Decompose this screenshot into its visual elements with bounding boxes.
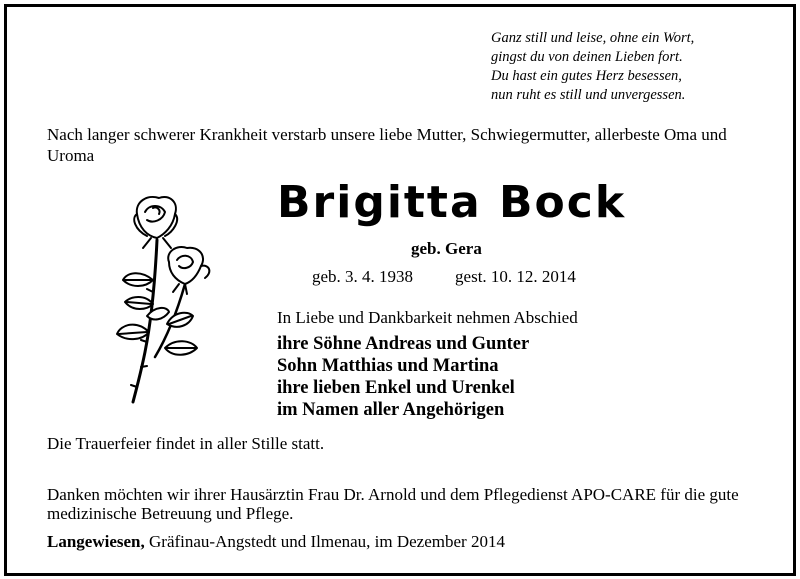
place-rest: Gräfinau-Angstedt und Ilmenau, im Dezember 2014 xyxy=(144,532,505,551)
death-date: gest. 10. 12. 2014 xyxy=(455,267,576,286)
obituary-frame xyxy=(4,4,796,576)
funeral-note: Die Trauerfeier findet in aller Stille statt. xyxy=(47,434,325,453)
poem-line: gingst du von deinen Lieben fort. xyxy=(491,49,683,65)
farewell-intro: In Liebe und Dankbarkeit nehmen Abschied xyxy=(277,308,578,327)
birth-name: geb. Gera xyxy=(411,239,482,258)
intro-text: Nach langer schwerer Krankheit verstarb unsere liebe Mutter, Schwiegermutter, allerbeste Oma und Uroma xyxy=(47,125,727,165)
mourner-line: ihre lieben Enkel und Urenkel xyxy=(277,378,515,398)
place-main: Langewiesen, xyxy=(47,532,145,551)
poem-line: Ganz still und leise, ohne ein Wort, xyxy=(491,30,695,46)
poem-line: nun ruht es still und unvergessen. xyxy=(491,87,686,103)
thanks-text: Danken möchten wir ihrer Hausärztin Frau Dr. Arnold und dem Pflegedienst APO-CARE für die gute medizinische Betreuung und Pflege. xyxy=(47,485,739,523)
mourner-line: Sohn Matthias und Martina xyxy=(277,356,499,376)
deceased-name: Brigitta Bock xyxy=(277,177,627,228)
rose-illustration xyxy=(107,192,227,407)
mourner-line: ihre Söhne Andreas und Gunter xyxy=(277,334,530,354)
mourner-line: im Namen aller Angehörigen xyxy=(277,400,505,420)
poem-line: Du hast ein gutes Herz besessen, xyxy=(491,68,682,84)
birth-date: geb. 3. 4. 1938 xyxy=(312,267,414,286)
life-dates xyxy=(312,267,576,287)
mourners-list xyxy=(277,333,529,421)
place-date xyxy=(47,532,505,552)
poem xyxy=(491,29,751,105)
